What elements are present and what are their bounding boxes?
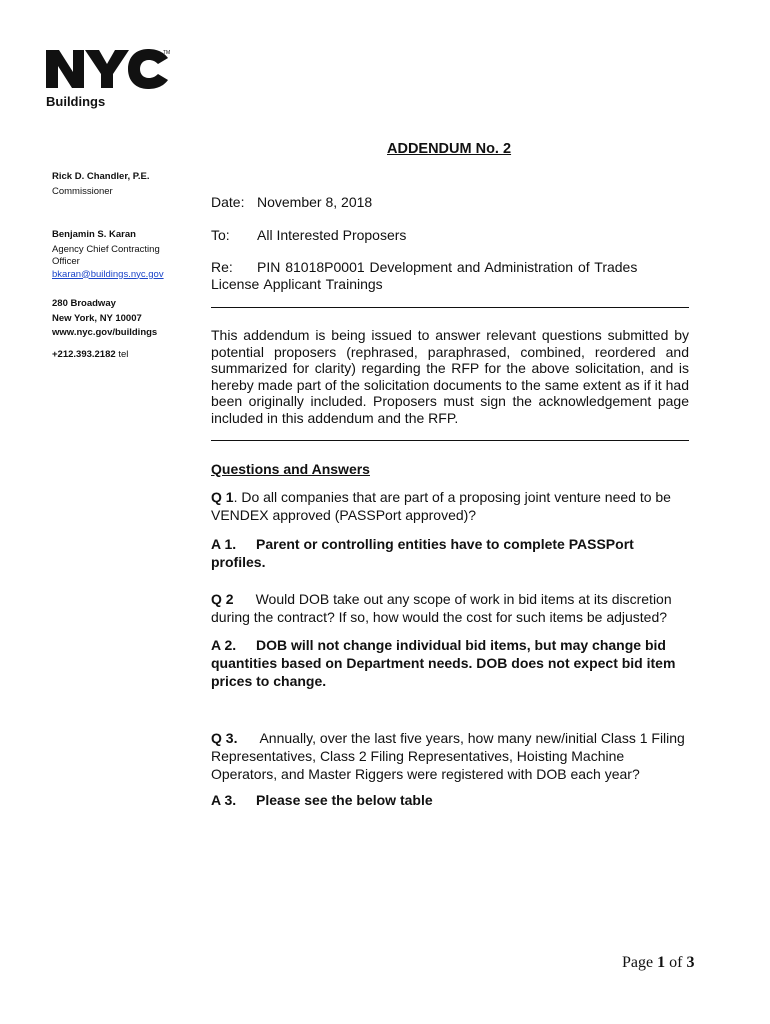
date-value: November 8, 2018 bbox=[257, 194, 373, 210]
answer-1-text: Parent or controlling entities have to complete PASSPort profiles. bbox=[211, 536, 634, 570]
acco-title-line1: Agency Chief Contracting bbox=[52, 243, 160, 255]
re-label: Re: bbox=[211, 259, 233, 275]
logo-subtitle: Buildings bbox=[46, 94, 106, 109]
page-number bbox=[622, 954, 694, 972]
question-1-label: Q 1 bbox=[211, 489, 234, 505]
commissioner-title: Commissioner bbox=[52, 185, 113, 197]
question-3-text: Annually, over the last five years, how many new/initial Class 1 Filing Representatives, Class 2 Filing Representatives, Hoisting Machine Operators, and Master Riggers were registered with DOB each year? bbox=[211, 730, 685, 782]
question-2 bbox=[211, 590, 689, 626]
page-current: 1 bbox=[657, 954, 666, 971]
acco-title-line2: Officer bbox=[52, 256, 80, 267]
website: www.nyc.gov/buildings bbox=[52, 327, 158, 338]
answer-2-text: DOB will not change individual bid items, but may change bid quantities based on Department needs. DOB does not expect bid item prices to change. bbox=[211, 637, 676, 689]
answer-2-label: A 2. bbox=[211, 637, 237, 653]
page-total: 3 bbox=[686, 954, 695, 971]
date-label: Date: bbox=[211, 194, 245, 210]
answer-1 bbox=[211, 535, 689, 571]
address-line2: New York, NY 10007 bbox=[52, 312, 142, 324]
answer-3-text: Please see the below table bbox=[256, 792, 433, 808]
commissioner-name: Rick D. Chandler, P.E. bbox=[52, 171, 150, 182]
question-2-text: Would DOB take out any scope of work in bid items at its discretion during the contract? If so, how would the cost for such items be adjusted? bbox=[211, 591, 672, 625]
answer-2 bbox=[211, 636, 689, 690]
answer-1-label: A 1. bbox=[211, 536, 237, 552]
document-title: ADDENDUM No. 2 bbox=[387, 141, 512, 157]
divider-bottom bbox=[211, 440, 689, 441]
to-label: To: bbox=[211, 227, 230, 243]
question-3-label: Q 3. bbox=[211, 730, 238, 746]
intro-paragraph: This addendum is being issued to answer relevant questions submitted by potential proposers (rephrased, paraphrased, combined, reordered and summarized for clarity) regarding the RFP for the above solicitation, and is hereby made part of the solicitation documents to the same extent as if it had been originally included. Proposers must sign the acknowledgement page included in this addendum and the RFP. bbox=[211, 327, 689, 426]
phone-line bbox=[52, 349, 157, 362]
acco-name: Benjamin S. Karan bbox=[52, 229, 136, 240]
re-value: PIN 81018P0001 Development and Administration of Trades License Applicant Trainings bbox=[211, 259, 638, 292]
page-of: of bbox=[669, 954, 683, 971]
question-3 bbox=[211, 729, 689, 783]
answer-3 bbox=[211, 791, 689, 809]
to-row bbox=[211, 227, 406, 243]
address-line1: 280 Broadway bbox=[52, 298, 116, 309]
svg-text:TM: TM bbox=[163, 50, 170, 56]
page-word: Page bbox=[622, 954, 654, 971]
acco-email-link[interactable]: bkaran@buildings.nyc.gov bbox=[52, 268, 164, 280]
date-row bbox=[211, 194, 372, 210]
nyc-logo-mark bbox=[44, 46, 170, 92]
answer-3-label: A 3. bbox=[211, 792, 237, 808]
phone-suffix: tel bbox=[118, 348, 129, 360]
to-value: All Interested Proposers bbox=[257, 227, 407, 243]
question-2-label: Q 2 bbox=[211, 591, 234, 607]
qa-heading: Questions and Answers bbox=[211, 461, 370, 477]
divider-top bbox=[211, 307, 689, 308]
question-1 bbox=[211, 488, 689, 524]
re-row bbox=[211, 259, 689, 292]
phone-number: +212.393.2182 bbox=[52, 348, 116, 360]
question-1-text: . Do all companies that are part of a proposing joint venture need to be VENDEX approved (PASSPort approved)? bbox=[211, 489, 671, 523]
